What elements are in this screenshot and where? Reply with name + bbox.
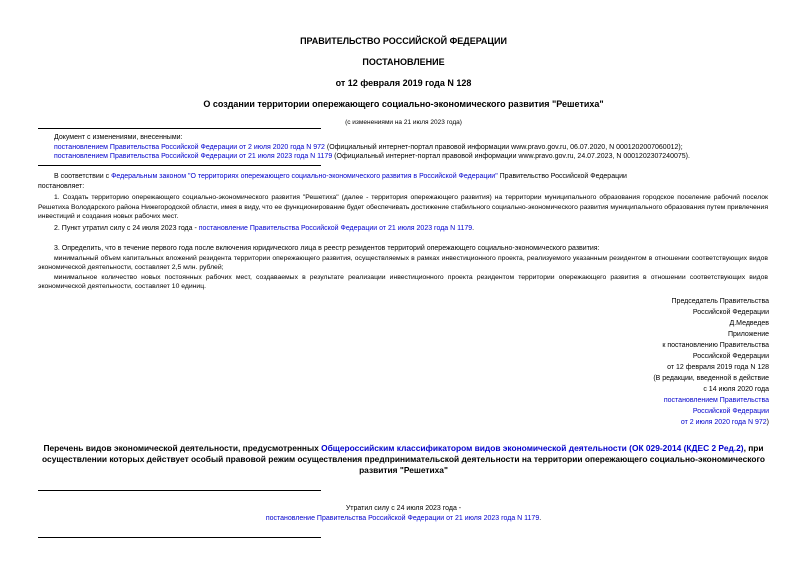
signer-org: Российской Федерации bbox=[692, 309, 769, 316]
decree-word: постановляет: bbox=[38, 182, 85, 190]
signature-block bbox=[609, 296, 769, 329]
change-link-1179[interactable]: постановлением Правительства Российской Федерации от 21 июля 2023 года N 1179 bbox=[54, 153, 333, 160]
footer-note: Утратил силу с 24 июля 2023 года - bbox=[345, 505, 462, 512]
government-heading: ПРАВИТЕЛЬСТВО РОССИЙСКОЙ ФЕДЕРАЦИИ bbox=[300, 36, 507, 46]
signer-name: Д.Медведев bbox=[729, 320, 769, 327]
appendix-label: Приложение bbox=[727, 331, 769, 338]
paragraph-3-item-2: минимальное количество новых постоянных рабочих мест, создаваемых в результате реализации инвестиционного проекта резидентом территории опережающего развития в отношении соответствующих видов экономической деятельности, составляет 10 единиц. bbox=[38, 273, 768, 290]
appendix-link[interactable]: постановлением Правительства bbox=[663, 397, 769, 404]
appendix-block: Приложение к постановлению Правительства Российской Федерации от 12 февраля 2019 года N 128 (В редакции, введенной в действие с 14 июля 2020 года постановлением Правительства Российской Федерации от 2 июля 2020 года N 972) bbox=[609, 329, 769, 428]
appendix-link[interactable]: Российской Федерации bbox=[692, 408, 769, 415]
revision-note: (с изменениями на 21 июля 2023 года) bbox=[345, 119, 462, 126]
federal-law-link[interactable]: Федеральным законом "О территориях опережающего социально-экономического развития в Российской Федерации" bbox=[111, 173, 498, 180]
signer-position: Председатель Правительства bbox=[671, 298, 769, 305]
footer-link-line: постановление Правительства Российской Федерации от 21 июля 2023 года N 1179. bbox=[265, 515, 542, 522]
changes-intro: Документ с изменениями, внесенными: bbox=[54, 134, 183, 141]
divider bbox=[38, 165, 321, 166]
footer-repeal-link[interactable]: постановление Правительства Российской Федерации от 21 июля 2023 года N 1179 bbox=[265, 515, 540, 522]
change-item: постановлением Правительства Российской Федерации от 21 июля 2023 года N 1179 (Официальный интернет-портал правовой информации www.pravo.gov.ru, 24.07.2023, N 0001202307240075). bbox=[54, 153, 690, 160]
change-link-972[interactable]: постановлением Правительства Российской Федерации от 2 июля 2020 года N 972 bbox=[54, 143, 325, 151]
changes-block bbox=[54, 133, 770, 162]
okved-link[interactable]: Общероссийским классификатором видов экономической деятельности (ОК 029-2014 (КДЕС 2 Ред.2) bbox=[321, 443, 744, 453]
divider bbox=[38, 128, 321, 129]
appendix-link[interactable]: от 2 июля 2020 года N 972 bbox=[680, 419, 767, 426]
repeal-link[interactable]: постановление Правительства Российской Федерации от 21 июля 2023 года N 1179 bbox=[198, 224, 473, 232]
body-text bbox=[38, 172, 768, 292]
change-item: постановлением Правительства Российской Федерации от 2 июля 2020 года N 972 (Официальный интернет-портал правовой информации www.pravo.gov.ru, 06.07.2020, N 0001202007060012); bbox=[54, 143, 683, 151]
list-title: Перечень видов экономической деятельности, предусмотренных Общероссийским классификатором видов экономической деятельности (ОК 029-2014 (КДЕС 2 Ред.2), при осуществлении которых действует особый правовой режим осуществления предпринимательской деятельности на территории опережающего социально-экономического развития "Решетиха" bbox=[42, 443, 765, 475]
paragraph-2: 2. Пункт утратил силу с 24 июля 2023 года - постановление Правительства Российской Федерации от 21 июля 2023 года N 1179. bbox=[54, 224, 475, 232]
document-title: О создании территории опережающего социально-экономического развития "Решетиха" bbox=[203, 99, 604, 109]
paragraph-3: 3. Определить, что в течение первого года после включения юридического лица в реестр резидентов территорий опережающего социально-экономического развития: bbox=[54, 245, 600, 252]
paragraph-3-item-1: минимальный объем капитальных вложений резидента территории опережающего развития, осуществляемых в рамках инвестиционного проекта, реализуемого указанным резидентом в отношении соответствующих видов экономической деятельности, составляет 2,5 млн. рублей; bbox=[38, 254, 768, 271]
preamble: В соответствии с Федеральным законом "О территориях опережающего социально-экономического развития в Российской Федерации" Правительство Российской Федерации bbox=[54, 173, 627, 180]
paragraph-1: 1. Создать территорию опережающего социально-экономического развития "Решетиха" (далее - территория опережающего развития) на территории муниципального образования городское поселение рабочий поселок Решетиха Володарского района Нижегородской области, имея в виду, что ее функционирование будет обеспечивать достижение стабильного социально-экономического развития муниципального образования путем привлечения инвестиций и создания новых рабочих мест. bbox=[38, 194, 768, 220]
document-date-number: от 12 февраля 2019 года N 128 bbox=[335, 78, 472, 88]
document-type: ПОСТАНОВЛЕНИЕ bbox=[362, 57, 445, 67]
divider bbox=[38, 490, 321, 491]
divider bbox=[38, 537, 321, 538]
